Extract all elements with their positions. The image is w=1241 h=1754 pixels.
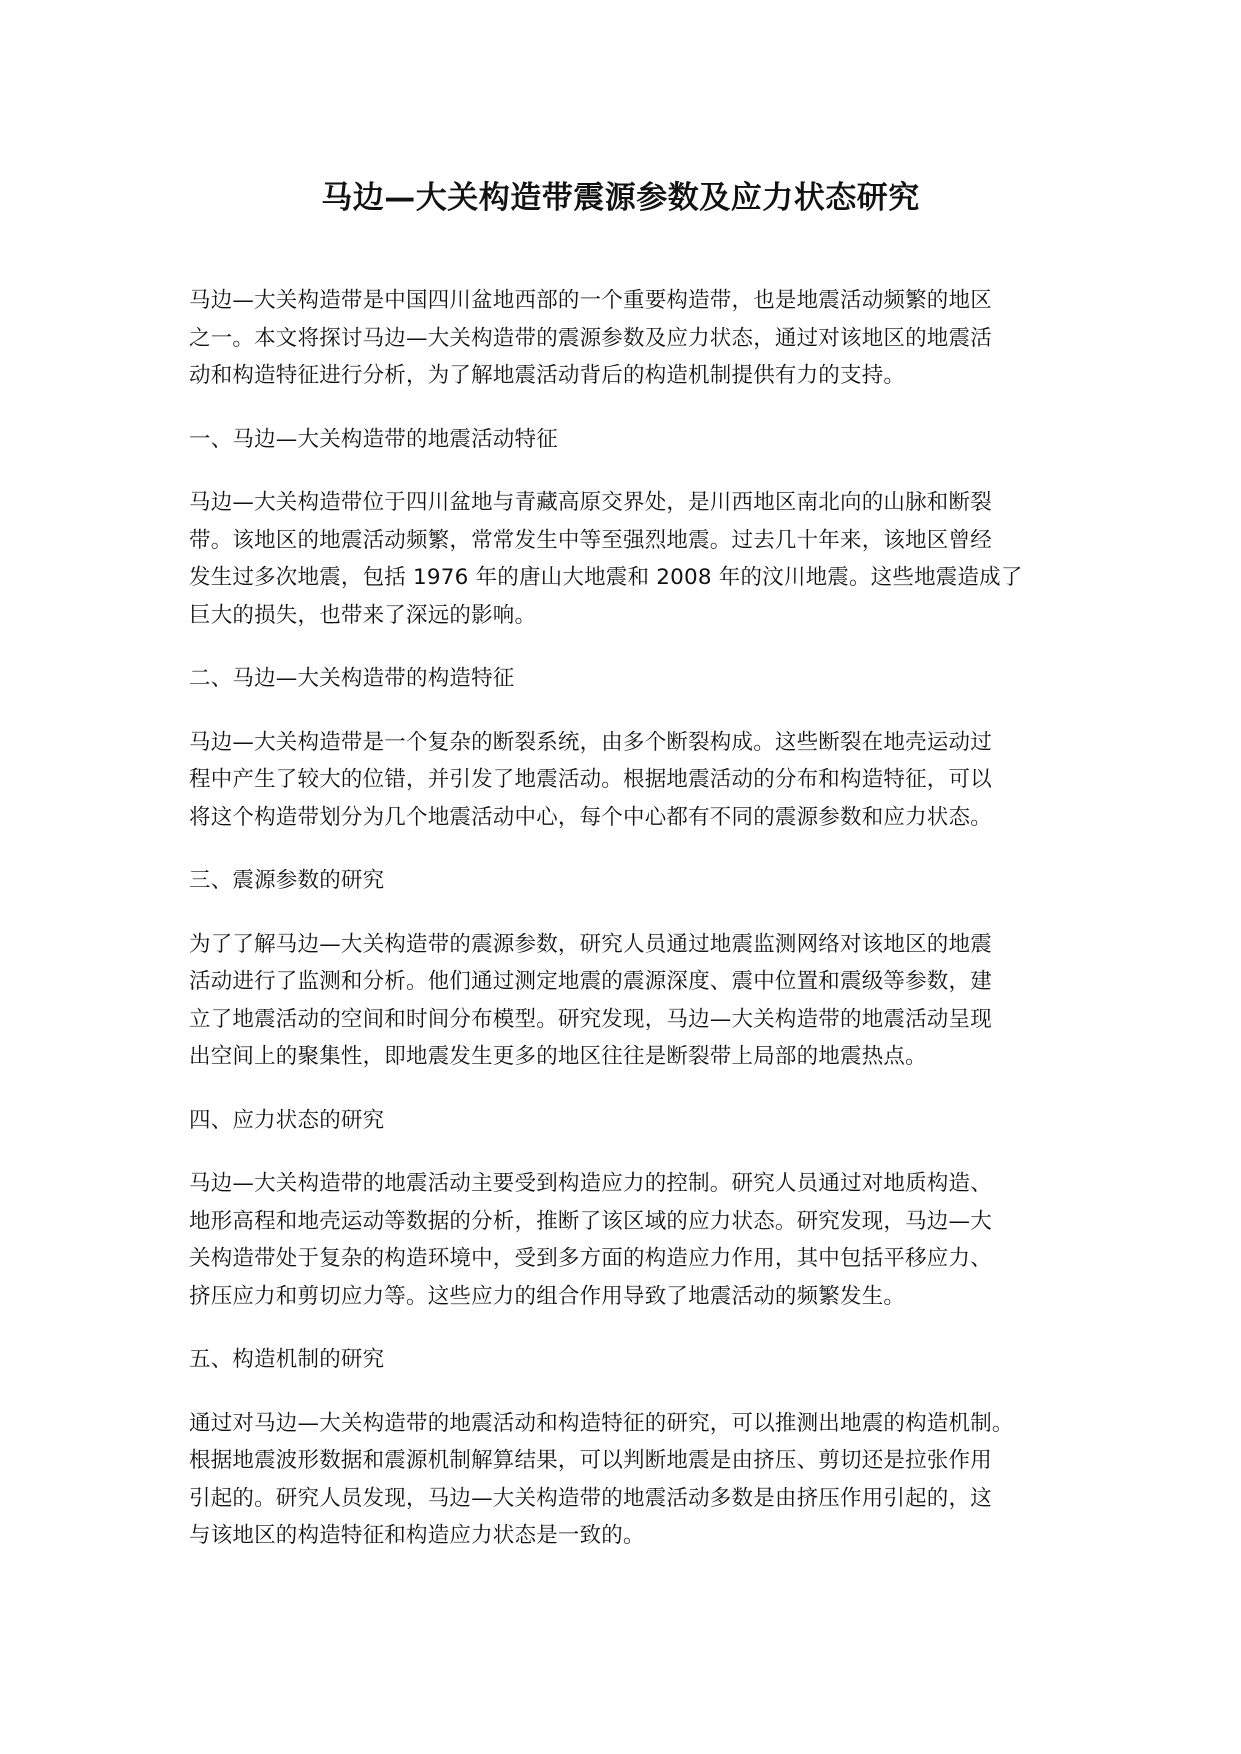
text-line: 地形高程和地壳运动等数据的分析，推断了该区域的应力状态。研究发现，马边—大	[189, 1208, 992, 1234]
text-line: 发生过多次地震，包括 1976 年的唐山大地震和 2008 年的汶川地震。这些地震造成了	[189, 565, 1023, 590]
section-heading-5	[189, 1341, 1084, 1379]
text-line: 马边—大关构造带是一个复杂的断裂系统，由多个断裂构成。这些断裂在地壳运动过	[189, 729, 992, 755]
text-line: 关构造带处于复杂的构造环境中，受到多方面的构造应力作用，其中包括平移应力、	[189, 1246, 992, 1271]
heading-text: 五、构造机制的研究	[189, 1347, 385, 1372]
text-line: 马边—大关构造带的地震活动主要受到构造应力的控制。研究人员通过对地质构造、	[189, 1171, 992, 1196]
text-line: 马边—大关构造带位于四川盆地与青藏高原交界处，是川西地区南北向的山脉和断裂	[189, 490, 992, 515]
text-line: 与该地区的构造特征和构造应力状态是一致的。	[189, 1523, 645, 1548]
section-5-paragraph	[189, 1405, 1084, 1555]
text-line: 马边—大关构造带是中国四川盆地西部的一个重要构造带，也是地震活动频繁的地区	[189, 288, 992, 313]
text-line: 立了地震活动的空间和时间分布模型。研究发现，马边—大关构造带的地震活动呈现	[189, 1006, 992, 1032]
section-heading-2	[189, 660, 1084, 698]
text-line: 带。该地区的地震活动频繁，常常发生中等至强烈地震。过去几十年来，该地区曾经	[189, 527, 992, 553]
text-line: 巨大的损失，也带来了深远的影响。	[189, 602, 537, 628]
section-3-paragraph	[189, 926, 1084, 1076]
section-heading-3	[189, 862, 1084, 900]
text-line: 根据地震波形数据和震源机制解算结果，可以判断地震是由挤压、剪切还是拉张作用	[189, 1448, 992, 1473]
text-line: 引起的。研究人员发现，马边—大关构造带的地震活动多数是由挤压作用引起的，这	[189, 1485, 992, 1511]
heading-text: 三、震源参数的研究	[189, 868, 385, 893]
heading-text: 二、马边—大关构造带的构造特征	[189, 666, 515, 691]
text-line: 为了了解马边—大关构造带的震源参数，研究人员通过地震监测网络对该地区的地震	[189, 931, 992, 957]
section-heading-4	[189, 1102, 1084, 1140]
text-line: 挤压应力和剪切应力等。这些应力的组合作用导致了地震活动的频繁发生。	[189, 1283, 906, 1309]
section-2-paragraph	[189, 724, 1084, 837]
section-4-paragraph	[189, 1165, 1084, 1315]
text-line: 程中产生了较大的位错，并引发了地震活动。根据地震活动的分布和构造特征，可以	[189, 767, 992, 792]
section-1-paragraph	[189, 484, 1084, 634]
heading-text: 四、应力状态的研究	[189, 1107, 385, 1133]
text-line: 动和构造特征进行分析，为了解地震活动背后的构造机制提供有力的支持。	[189, 363, 906, 388]
text-line: 通过对马边—大关构造带的地震活动和构造特征的研究，可以推测出地震的构造机制。	[189, 1410, 1014, 1436]
intro-paragraph	[189, 282, 1084, 395]
text-line: 之一。本文将探讨马边—大关构造带的震源参数及应力状态，通过对该地区的地震活	[189, 325, 992, 351]
text-line: 出空间上的聚集性，即地震发生更多的地区往往是断裂带上局部的地震热点。	[189, 1044, 927, 1069]
text-line: 活动进行了监测和分析。他们通过测定地震的震源深度、震中位置和震级等参数，建	[189, 969, 992, 994]
text-line: 将这个构造带划分为几个地震活动中心，每个中心都有不同的震源参数和应力状态。	[189, 804, 992, 830]
section-heading-1	[189, 421, 1084, 459]
heading-text: 一、马边—大关构造带的地震活动特征	[189, 426, 558, 452]
document-body	[189, 282, 1084, 1581]
document-title: 马边—大关构造带震源参数及应力状态研究	[321, 180, 920, 216]
